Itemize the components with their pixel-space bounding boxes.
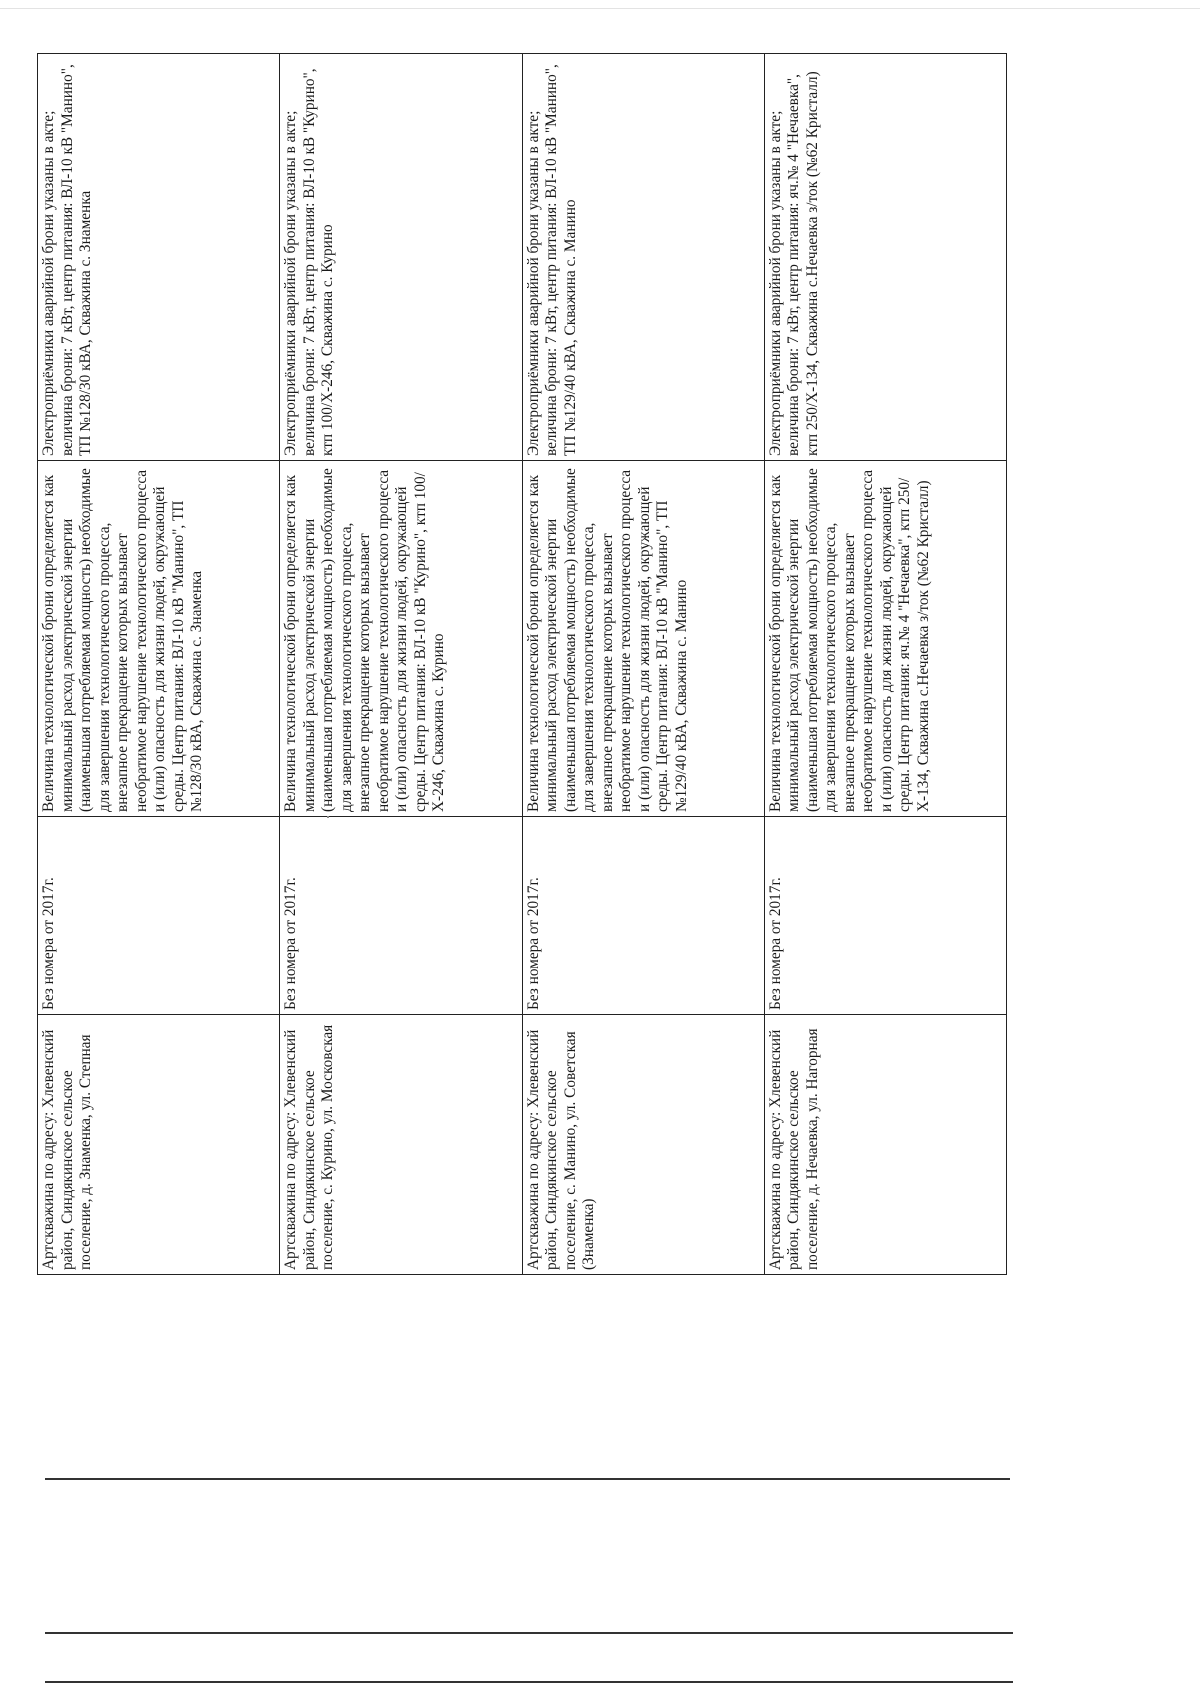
tech-reserve-cell: Величина технологической брони определяется как минимальный расход электрической энергии (наименьшая потребляемая мощность) необходимые для завершения технологического процесса, внезапное прекращение которых вызывает необратимое нарушение технологического процесса и (или) опасность для жизни людей, окружающей среды. Центр питания: ВЛ-10 кВ "Манино", ТП №128/30 кВА, Скважина с. Знаменка bbox=[38, 461, 280, 817]
emergency-reserve-cell: Электроприёмники аварийной брони указаны в акте; величина брони: 7 кВт, центр питания: ВЛ-10 кВ "Манино", ТП №128/30 кВА, Скважина с. Знаменка bbox=[38, 54, 280, 461]
emergency-reserve-cell: Электроприёмники аварийной брони указаны в акте; величина брони: 7 кВт, центр питания: ВЛ-10 кВ "Манино", ТП №129/40 кВА, Скважина с. Манино bbox=[522, 54, 764, 461]
table-row bbox=[38, 54, 280, 1275]
horizontal-rule bbox=[45, 1478, 1010, 1480]
horizontal-rule bbox=[45, 1681, 1013, 1683]
emergency-reserve-cell: Электроприёмники аварийной брони указаны в акте; величина брони: 7 кВт, центр питания: яч.№ 4 "Нечаевка", ктп 250/Х-134, Скважина с.Нечаевка з/ток (№62 Кристалл) bbox=[764, 54, 1006, 461]
address-cell: Артскважина по адресу: Хлевенский район, Синдякинское сельское поселение, д. Знаменка, ул. Степная bbox=[38, 1015, 280, 1275]
table-row bbox=[764, 54, 1006, 1275]
scan-top-edge bbox=[0, 8, 1200, 9]
doc-ref-cell: Без номера от 2017г. bbox=[764, 817, 1006, 1015]
address-cell: Артскважина по адресу: Хлевенский район, Синдякинское сельское поселение, д. Нечаевка, ул. Нагорная bbox=[764, 1015, 1006, 1275]
tech-reserve-cell: Величина технологической брони определяется как минимальный расход электрической энергии (наименьшая потребляемая мощность) необходимые для завершения технологического процесса, внезапное прекращение которых вызывает необратимое нарушение технологического процесса и (или) опасность для жизни людей, окружающей среды. Центр питания: яч.№ 4 "Нечаевка", ктп 250/Х-134, Скважина с.Нечаевка з/ток (№62 Кристалл) bbox=[764, 461, 1006, 817]
address-cell: Артскважина по адресу: Хлевенский район, Синдякинское сельское поселение, с. Курино, ул. Московская bbox=[280, 1015, 522, 1275]
emergency-reserve-cell: Электроприёмники аварийной брони указаны в акте; величина брони: 7 кВт, центр питания: ВЛ-10 кВ "Курино", ктп 100/Х-246, Скважина с. Курино bbox=[280, 54, 522, 461]
horizontal-rule bbox=[45, 1632, 1013, 1634]
table-row bbox=[522, 54, 764, 1275]
table-row bbox=[280, 54, 522, 1275]
doc-ref-cell: Без номера от 2017г. bbox=[280, 817, 522, 1015]
address-cell: Артскважина по адресу: Хлевенский район, Синдякинское сельское поселение, с. Манино, ул. Советская (Знаменка) bbox=[522, 1015, 764, 1275]
scan-speck bbox=[327, 816, 329, 818]
doc-ref-cell: Без номера от 2017г. bbox=[522, 817, 764, 1015]
tech-reserve-cell: Величина технологической брони определяется как минимальный расход электрической энергии (наименьшая потребляемая мощность) необходимые для завершения технологического процесса, внезапное прекращение которых вызывает необратимое нарушение технологического процесса и (или) опасность для жизни людей, окружающей среды. Центр питания: ВЛ-10 кВ "Курино", ктп 100/Х-246, Скважина с. Курино bbox=[280, 461, 522, 817]
doc-ref-cell: Без номера от 2017г. bbox=[38, 817, 280, 1015]
rotated-table-container bbox=[37, 54, 1007, 1275]
tech-reserve-cell: Величина технологической брони определяется как минимальный расход электрической энергии (наименьшая потребляемая мощность) необходимые для завершения технологического процесса, внезапное прекращение которых вызывает необратимое нарушение технологического процесса и (или) опасность для жизни людей, окружающей среды. Центр питания: ВЛ-10 кВ "Манино", ТП №129/40 кВА, Скважина с. Манино bbox=[522, 461, 764, 817]
reserve-table bbox=[37, 53, 1007, 1275]
